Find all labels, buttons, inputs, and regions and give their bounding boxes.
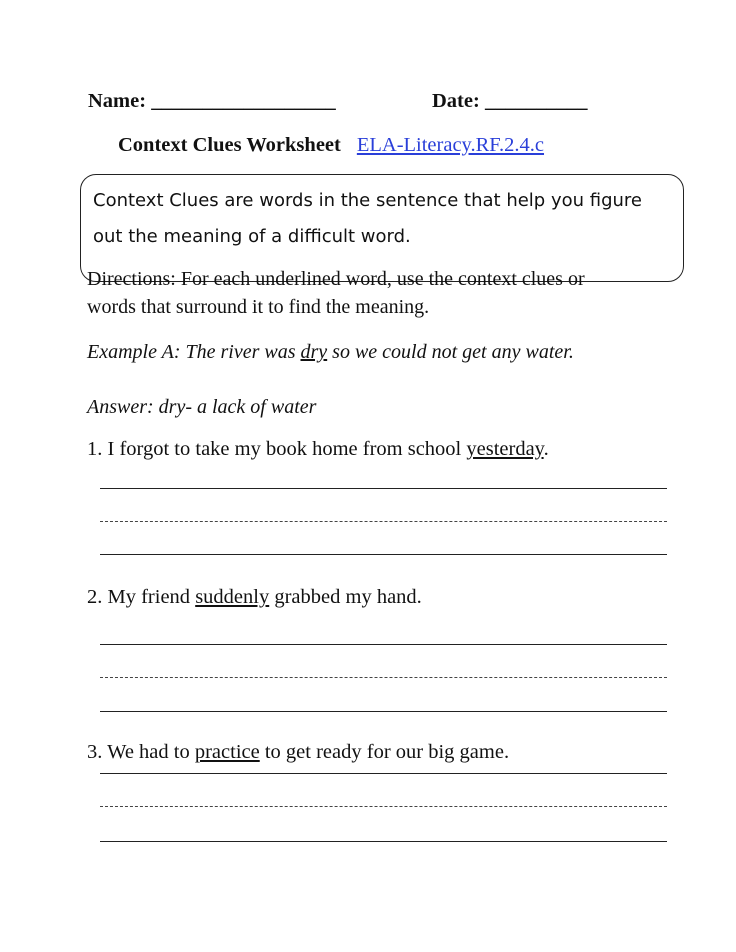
date-label: Date: — [432, 90, 480, 112]
question-3-text: 3. We had to — [87, 741, 195, 763]
example-suffix: so we could not get any water. — [327, 341, 574, 363]
date-blank[interactable]: __________ — [484, 90, 588, 112]
answer-guide-1 — [100, 521, 667, 522]
question-1 — [87, 438, 549, 461]
question-2-end: grabbed my hand. — [269, 586, 422, 608]
name-blank[interactable]: __________________ — [151, 90, 336, 112]
question-2 — [87, 586, 422, 609]
answer-line-2a[interactable] — [100, 644, 667, 645]
name-label: Name: — [88, 90, 147, 112]
question-1-text: 1. I forgot to take my book home from school — [87, 438, 467, 460]
example-answer: Answer: dry- a lack of water — [87, 396, 317, 418]
standard-link[interactable]: ELA-Literacy.RF.2.4.c — [356, 134, 545, 156]
question-1-end: . — [543, 438, 549, 460]
example-sentence — [87, 338, 647, 366]
answer-line-3b[interactable] — [100, 841, 667, 842]
question-1-underlined-word: yesterday — [466, 438, 544, 460]
directions: Directions: For each underlined word, use the context clues or words that surround it to find the meaning. — [87, 268, 585, 318]
question-2-underlined-word: suddenly — [195, 586, 270, 608]
question-3-end: to get ready for our big game. — [259, 741, 510, 763]
worksheet-title: Context Clues Worksheet — [118, 134, 341, 156]
answer-guide-3 — [100, 806, 667, 807]
question-3-underlined-word: practice — [194, 741, 260, 763]
answer-guide-2 — [100, 677, 667, 678]
example-prefix: Example A: The river was — [87, 341, 301, 363]
example-underlined-word: dry — [300, 341, 328, 363]
answer-line-1a[interactable] — [100, 488, 667, 489]
worksheet-title-row — [118, 134, 544, 157]
answer-line-1b[interactable] — [100, 554, 667, 555]
definition-text: Context Clues are words in the sentence that help you figure out the meaning of a difficult word. — [93, 190, 642, 247]
question-3 — [87, 741, 509, 764]
answer-line-2b[interactable] — [100, 711, 667, 712]
answer-line-3a[interactable] — [100, 773, 667, 774]
question-2-text: 2. My friend — [87, 586, 196, 608]
name-field[interactable] — [88, 90, 336, 113]
date-field[interactable] — [432, 90, 587, 113]
